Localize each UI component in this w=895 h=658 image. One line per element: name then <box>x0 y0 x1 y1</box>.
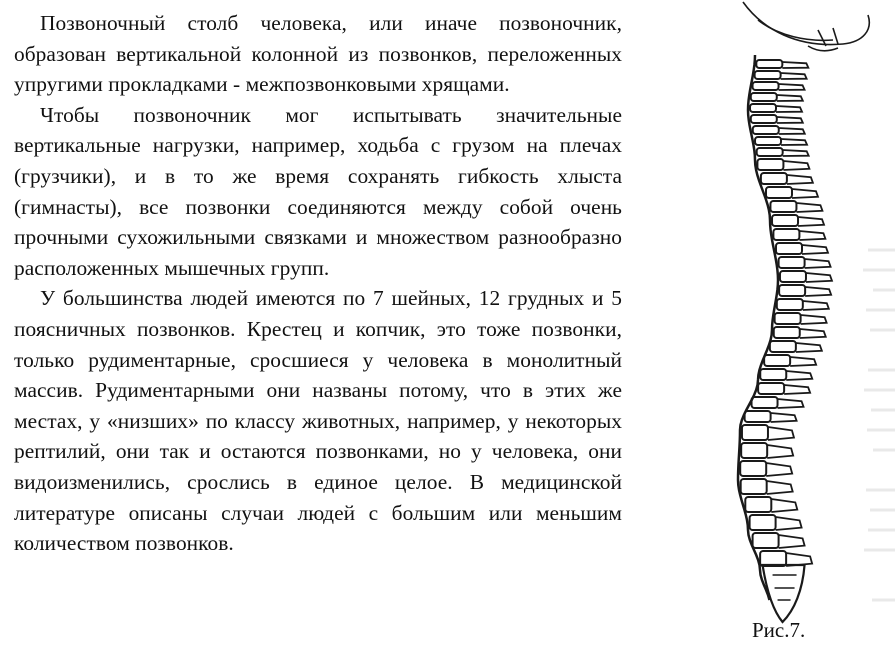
spinous-process <box>779 535 805 548</box>
vertebra-body <box>750 104 776 112</box>
vertebra-body <box>741 443 767 458</box>
spinous-process <box>786 371 812 380</box>
spinous-process <box>798 217 824 226</box>
vertebra-body <box>755 71 781 79</box>
spinous-process <box>802 245 828 254</box>
skull-base-outline <box>743 2 869 51</box>
bleed-through-marks <box>863 250 895 600</box>
vertebra-body <box>753 533 779 548</box>
spinous-process <box>776 517 802 530</box>
vertebra-body <box>751 93 777 101</box>
vertebra-body <box>774 327 800 338</box>
vertebra-body <box>745 497 771 512</box>
spinous-process <box>796 343 822 352</box>
spine-figure <box>668 0 895 658</box>
spinous-process <box>766 463 792 476</box>
vertebra-body <box>757 159 783 170</box>
spinous-process <box>790 357 816 366</box>
vertebra-body <box>758 383 784 394</box>
spinous-process <box>801 315 827 324</box>
vertebra-body <box>773 229 799 240</box>
figure-caption: Рис.7. <box>752 618 806 642</box>
spine-illustration <box>668 0 895 658</box>
spinous-process <box>787 175 813 184</box>
spinous-process <box>767 481 793 494</box>
vertebra-body <box>741 479 767 494</box>
vertebra-body <box>742 425 768 440</box>
spinous-process <box>803 301 829 310</box>
vertebra-body <box>770 341 796 352</box>
vertebra-body <box>745 411 771 422</box>
vertebra-body <box>770 201 796 212</box>
vertebra-body <box>753 126 779 134</box>
vertebra-body <box>753 82 779 90</box>
vertebral-column <box>738 55 832 622</box>
vertebra-body <box>756 60 782 68</box>
vertebra-body <box>772 215 798 226</box>
spinous-process <box>806 273 832 282</box>
spinous-process <box>799 231 825 240</box>
vertebra-body <box>760 551 786 566</box>
vertebra-body <box>740 461 766 476</box>
vertebra-body <box>757 148 783 156</box>
vertebra-body <box>780 271 806 282</box>
vertebra-body <box>764 355 790 366</box>
vertebra-body <box>761 173 787 184</box>
spinous-process <box>777 95 803 101</box>
spinous-process <box>781 139 807 145</box>
vertebra-body <box>755 137 781 145</box>
vertebra-body <box>779 285 805 296</box>
sacrum <box>763 565 805 622</box>
spinous-process <box>777 117 803 123</box>
vertebra-body <box>776 243 802 254</box>
vertebra-body <box>779 257 805 268</box>
spinous-process <box>782 62 808 68</box>
vertebra-body <box>777 299 803 310</box>
spinous-process <box>776 106 802 112</box>
vertebra-body <box>751 115 777 123</box>
spinous-process <box>771 413 797 422</box>
vertebra-body <box>766 187 792 198</box>
spinous-process <box>792 189 818 198</box>
paragraph-3: У большинства людей имеются по 7 шейных, 12 грудных и 5 поясничных позвонков. Крестец и копчик, это тоже позвонки, только рудиментарные, сросшиеся у человека в монолитный массив. Рудиментарными они названы потому, что в этих же местах, у «низших» по классу животных, например, у некоторых рептилий, они так и остаются позвонками, но у человека, они видоизменились, срослись в единое целое. В медицинской литературе описаны случаи людей с большим или меньшим количеством позвонков. <box>14 286 622 556</box>
spinous-process <box>784 385 810 394</box>
spinous-process <box>771 499 797 512</box>
vertebra-body <box>775 313 801 324</box>
spinous-process <box>796 203 822 212</box>
spinous-process <box>767 445 793 458</box>
sacral-segments <box>773 575 797 600</box>
spinous-process <box>805 287 831 296</box>
spinous-process <box>779 128 805 134</box>
vertebra-body <box>750 515 776 530</box>
article-body <box>14 8 622 559</box>
paragraph-2: Чтобы позвоночник мог испытывать значительные вертикальные нагрузки, например, ходьба с грузом на плечах (грузчики), и в то же время сохранять гибкость хлыста (гимнасты), все позвонки соединяются между собой очень прочными сухожильными связками и множеством разнообразно расположенных мышечных групп. <box>14 102 622 280</box>
spinous-process <box>778 399 804 408</box>
spinous-process <box>783 150 809 156</box>
spinous-process <box>805 259 831 268</box>
paragraph-1: Позвоночный столб человека, или иначе позвоночник, образован вертикальной колонной из позвонков, переложенных упругими прокладками - межпозвонковыми хрящами. <box>14 11 622 97</box>
spinous-process <box>783 161 809 170</box>
spinous-process <box>768 427 794 440</box>
vertebra-body <box>752 397 778 408</box>
vertebra-body <box>760 369 786 380</box>
spinous-process <box>800 329 826 338</box>
spinous-process <box>781 73 807 79</box>
spinous-process <box>779 84 805 90</box>
